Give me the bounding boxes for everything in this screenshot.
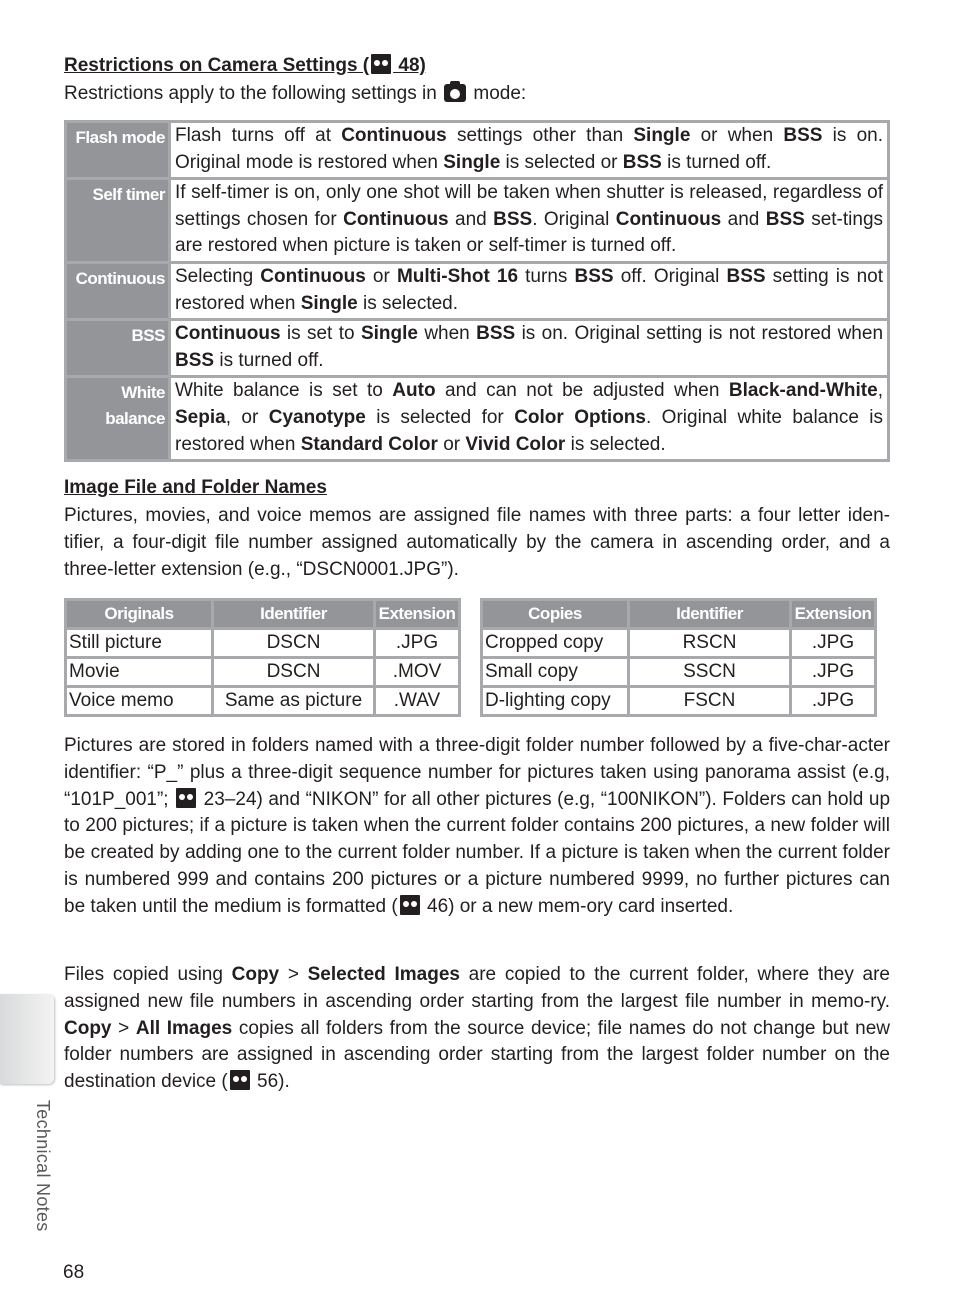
text-run: settings other than: [446, 125, 634, 146]
section-title-restrictions: [64, 54, 426, 78]
bold-term: Color Options: [514, 406, 646, 428]
bold-term: Selected Images: [307, 964, 460, 985]
side-tab: [0, 994, 54, 1084]
table-cell: .MOV: [376, 659, 458, 685]
column-header: Copies: [483, 601, 627, 627]
text-run: 56).: [257, 1071, 290, 1093]
text-run: is selected for: [365, 406, 515, 428]
text-run: copies all folders from the source device; file names do not change but new folder numbers are assigned in ascending order starting from the largest folder number on the destination device (: [64, 1017, 891, 1093]
bold-term: BSS: [726, 265, 766, 287]
column-header: Extension: [792, 601, 874, 627]
bold-term: Continuous: [260, 265, 366, 287]
text-run: Flash turns off at: [175, 125, 342, 146]
restrictions-intro: [64, 81, 890, 108]
table-row: [67, 180, 887, 261]
bold-term: All Images: [135, 1017, 233, 1039]
table-cell: SSCN: [630, 659, 789, 685]
bold-term: Vivid Color: [465, 433, 566, 455]
table-cell: DSCN: [214, 630, 373, 656]
text-run: and: [721, 208, 766, 230]
table-cell: Movie: [67, 659, 211, 685]
column-header: Identifier: [214, 601, 373, 627]
text-run: setting is not restored when: [175, 265, 883, 314]
table-row: [67, 688, 458, 714]
table-row: [67, 123, 887, 177]
table-cell: Same as picture: [214, 688, 373, 714]
reference-icon: [230, 1070, 250, 1090]
table-cell: .JPG: [792, 659, 874, 685]
text-run: off. Original: [613, 265, 727, 287]
bold-term: Copy: [231, 964, 280, 985]
table-row: [483, 630, 874, 656]
table-row: [67, 659, 458, 685]
bold-term: BSS: [493, 208, 533, 230]
bold-term: Single: [443, 151, 501, 173]
text-run: is turned off.: [661, 151, 772, 173]
text-run: is on. Original setting is not restored when: [515, 323, 884, 345]
table-cell: D-lighting copy: [483, 688, 627, 714]
bold-term: Standard Color: [300, 433, 438, 455]
text-run: >: [111, 1017, 136, 1039]
restrictions-table: [64, 120, 890, 462]
bold-term: Continuous: [175, 323, 281, 345]
text-run: or when: [690, 125, 784, 146]
text-run: set-tings are restored when picture is taken or self-timer is turned off.: [175, 208, 884, 257]
camera-icon: [444, 84, 466, 102]
section-title-text: Restrictions on Camera Settings (: [64, 55, 370, 76]
bold-term: Sepia: [175, 406, 226, 428]
row-heading: Flash mode: [67, 123, 168, 177]
intro-after: mode:: [473, 83, 527, 104]
text-run: . Original white balance is restored when: [175, 406, 884, 455]
table-cell: .WAV: [376, 688, 458, 714]
reference-icon: [176, 788, 196, 808]
copies-table: [480, 598, 877, 717]
text-run: is selected.: [357, 292, 459, 314]
text-run: If self-timer is on, only one shot will be taken when shutter is released, regardless of settings chosen for: [175, 182, 883, 230]
file-names-intro: Pictures, movies, and voice memos are assigned file names with three parts: a four letter iden-tifier, a four-digit file number assigned automatically by the camera in ascending order, and a three-letter extension (e.g., “DSCN0001.JPG”).: [64, 505, 890, 580]
bold-term: Multi-Shot 16: [396, 265, 519, 287]
section-title-ref: 48): [398, 55, 426, 76]
table-cell: .JPG: [792, 688, 874, 714]
bold-term: BSS: [765, 208, 805, 230]
table-cell: .JPG: [792, 630, 874, 656]
table-cell: .JPG: [376, 630, 458, 656]
intro-before: Restrictions apply to the following settings in: [64, 83, 437, 104]
copy-paragraph: [64, 962, 890, 1096]
text-run: and can not be adjusted when: [435, 380, 729, 402]
folders-text-3: 46) or a new mem-ory card inserted.: [427, 895, 734, 917]
table-row: [67, 630, 458, 656]
table-cell: DSCN: [214, 659, 373, 685]
row-description: [171, 321, 887, 375]
folders-text-1: Pictures are stored in folders named with a three-digit folder number followed by a five-char-acter identifier: “P_” plus a three-digit sequence number for pictures taken using panorama assist (e.g, “101P_001”;: [64, 735, 890, 810]
table-row: [67, 321, 887, 375]
table-row: [483, 659, 874, 685]
table-row: [67, 378, 887, 459]
text-run: when: [417, 323, 477, 345]
text-run: is selected.: [565, 433, 666, 455]
reference-icon: [400, 895, 420, 915]
bold-term: Cyanotype: [268, 406, 366, 428]
text-run: . Original: [532, 208, 616, 230]
table-cell: Small copy: [483, 659, 627, 685]
bold-term: Single: [633, 125, 691, 146]
row-heading: White balance: [67, 378, 168, 459]
table-cell: Still picture: [67, 630, 211, 656]
text-run: or: [437, 433, 466, 455]
column-header: Originals: [67, 601, 211, 627]
text-run: >: [279, 964, 308, 985]
text-run: is on. Original mode is restored when: [175, 125, 884, 173]
table-cell: RSCN: [630, 630, 789, 656]
text-run: and: [448, 208, 494, 230]
table-row: [483, 688, 874, 714]
text-run: is turned off.: [214, 349, 324, 371]
text-run: is selected or: [500, 151, 623, 173]
table-header-row: [67, 601, 458, 627]
text-run: ,: [877, 380, 883, 402]
bold-term: Black-and-White: [728, 380, 878, 402]
bold-term: BSS: [783, 125, 823, 146]
row-description: [171, 378, 887, 459]
side-tab-label: Technical Notes: [33, 1100, 53, 1232]
page-number: 68: [63, 1262, 85, 1283]
table-cell: Cropped copy: [483, 630, 627, 656]
bold-term: Single: [300, 292, 358, 314]
text-run: Selecting: [175, 265, 261, 287]
row-description: [171, 264, 887, 318]
bold-term: Continuous: [615, 208, 722, 230]
row-heading: Continuous: [67, 264, 168, 318]
reference-icon: [371, 54, 391, 74]
row-heading: BSS: [67, 321, 168, 375]
table-row: [67, 264, 887, 318]
section-title-file-names: Image File and Folder Names: [64, 477, 327, 498]
bold-term: Auto: [392, 380, 436, 402]
bold-term: BSS: [622, 151, 662, 173]
text-run: White balance is set to: [175, 380, 393, 402]
text-run: turns: [518, 265, 575, 287]
bold-term: Continuous: [341, 125, 447, 146]
bold-term: Copy: [64, 1017, 112, 1039]
text-run: or: [365, 265, 397, 287]
bold-term: BSS: [175, 349, 215, 371]
text-run: Files copied using: [64, 964, 232, 985]
table-cell: Voice memo: [67, 688, 211, 714]
bold-term: BSS: [574, 265, 614, 287]
folders-paragraph: [64, 733, 890, 921]
text-run: are copied to the current folder, where they are assigned new file numbers in ascending order starting from the largest file number in memo-ry.: [64, 964, 890, 1012]
bold-term: Single: [360, 323, 418, 345]
bold-term: Continuous: [343, 208, 449, 230]
bold-term: BSS: [476, 323, 516, 345]
column-header: Identifier: [630, 601, 789, 627]
row-description: [171, 180, 887, 261]
folders-text-2: 23–24) and “NIKON” for all other pictures (e.g, “100NIKON”). Folders can hold up to 200 pictures; if a picture is taken when the current folder contains 200 pictures, a new folder will be created by adding one to the current folder number. If a picture is taken when the current folder is numbered 999 and contains 200 pictures or a picture numbered 9999, no further pictures can be taken until the medium is formatted (: [64, 788, 891, 917]
column-header: Extension: [376, 601, 458, 627]
originals-table: [64, 598, 461, 717]
table-header-row: [483, 601, 874, 627]
text-run: , or: [225, 406, 269, 428]
row-description: [171, 123, 887, 177]
table-cell: FSCN: [630, 688, 789, 714]
text-run: is set to: [280, 323, 361, 345]
row-heading: Self timer: [67, 180, 168, 261]
